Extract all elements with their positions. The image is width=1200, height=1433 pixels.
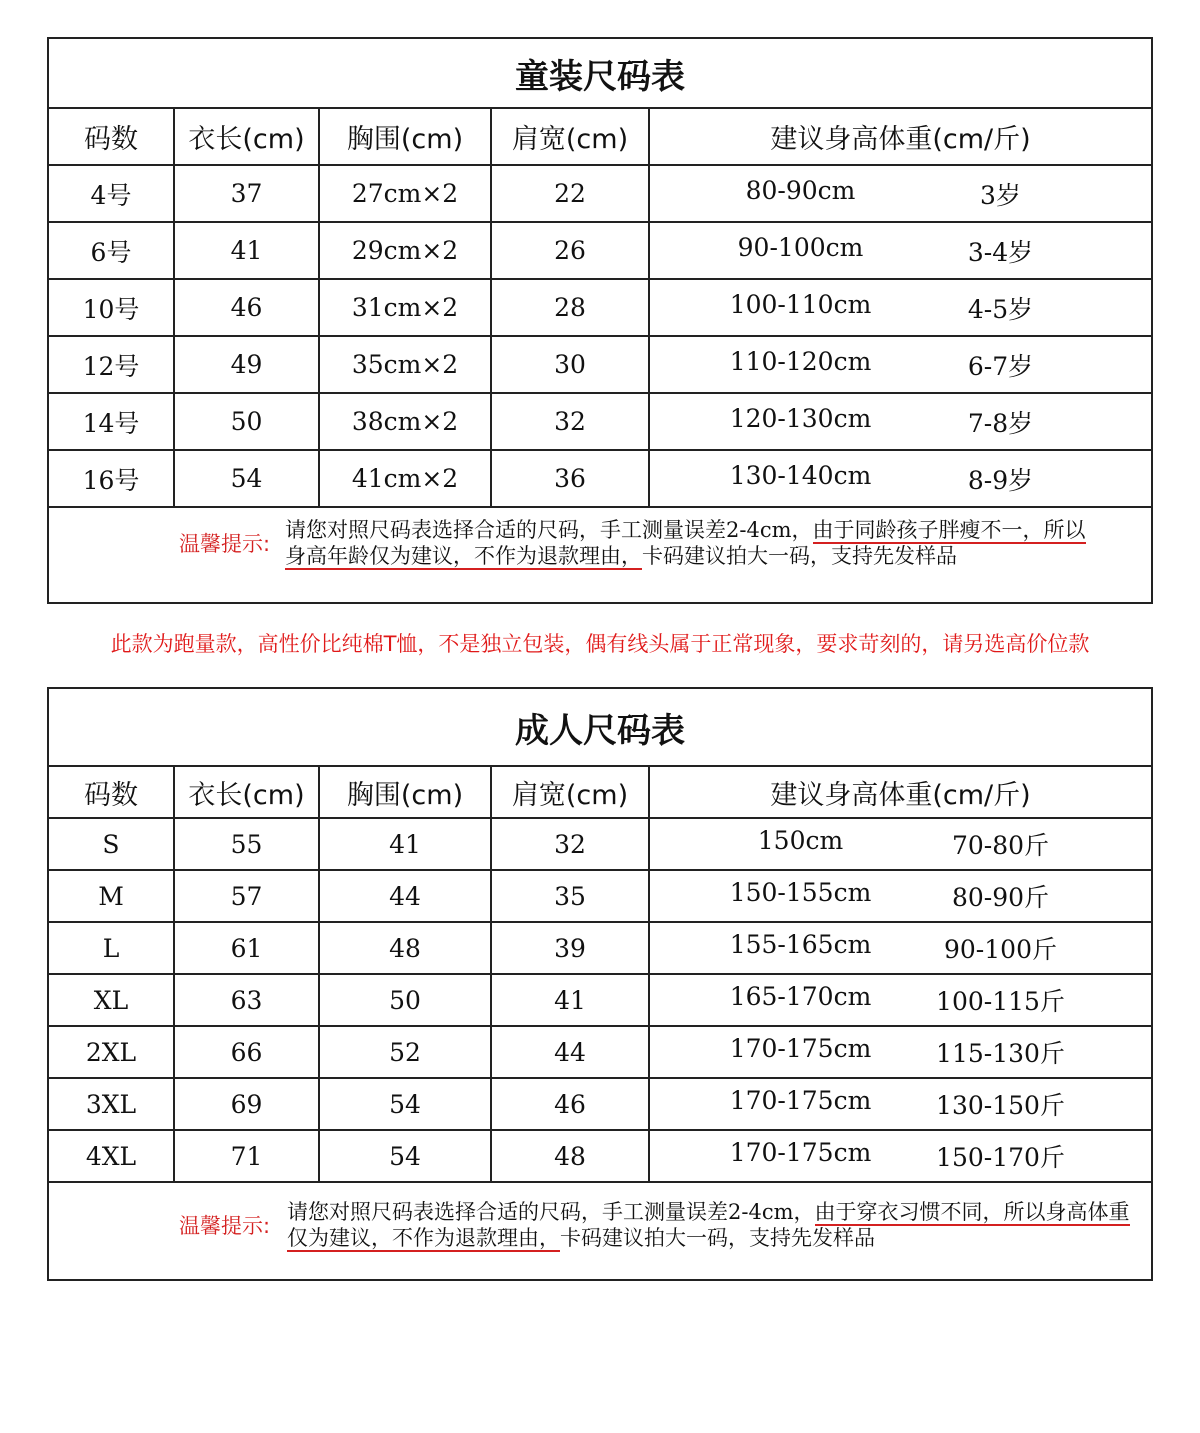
recommendation-cell [649,222,1151,279]
size-cell: M [49,870,174,922]
chest-cell: 41 [319,818,491,870]
table-row [49,222,1151,279]
recommendation-cell [649,1026,1151,1078]
table-row [49,922,1151,974]
tip-line-1: 请您对照尺码表选择合适的尺码，手工测量误差2-4cm，由于同龄孩子胖瘦不一，所以 [285,518,1086,542]
age-value: 3-4岁 [967,237,1034,267]
header-recommendation: 建议身高体重(cm/斤) [649,767,1151,818]
recommendation-cell [649,974,1151,1026]
size-cell: 12号 [49,336,174,393]
recommendation-cell [649,450,1151,507]
length-cell: 49 [174,336,319,393]
header-recommendation: 建议身高体重(cm/斤) [649,109,1151,165]
size-cell: 16号 [49,450,174,507]
kids-chart-title: 童装尺码表 [49,39,1151,109]
chest-cell: 31cm×2 [319,279,491,336]
weight-value: 150-170斤 [936,1143,1065,1172]
shoulder-cell: 26 [491,222,649,279]
header-shoulder: 肩宽(cm) [491,767,649,818]
chest-cell: 27cm×2 [319,165,491,222]
shoulder-cell: 28 [491,279,649,336]
kids-size-chart [47,37,1153,604]
size-cell: XL [49,974,174,1026]
weight-value: 130-150斤 [936,1091,1065,1120]
length-cell: 37 [174,165,319,222]
chest-cell: 38cm×2 [319,393,491,450]
table-row [49,165,1151,222]
size-cell: 3XL [49,1078,174,1130]
length-cell: 50 [174,393,319,450]
tip-label: 温馨提示: [179,532,271,556]
size-cell: 6号 [49,222,174,279]
recommendation-cell [649,922,1151,974]
table-row [49,1078,1151,1130]
adult-size-chart [47,687,1153,1281]
shoulder-cell: 48 [491,1130,649,1182]
recommendation-cell [649,1130,1151,1182]
shoulder-cell: 39 [491,922,649,974]
table-row [49,450,1151,507]
table-row [49,336,1151,393]
size-cell: 2XL [49,1026,174,1078]
tip-line-2: 身高年龄仅为建议，不作为退款理由，卡码建议拍大一码，支持先发样品 [285,544,957,568]
chest-cell: 29cm×2 [319,222,491,279]
height-value: 120-130cm [729,403,872,433]
chest-cell: 54 [319,1130,491,1182]
weight-value: 90-100斤 [944,935,1057,964]
size-cell: S [49,818,174,870]
age-value: 7-8岁 [967,408,1034,438]
height-value: 150-155cm [729,878,872,907]
height-value: 170-175cm [729,1034,872,1063]
shoulder-cell: 41 [491,974,649,1026]
age-value: 3岁 [980,180,1021,210]
recommendation-cell [649,870,1151,922]
header-size: 码数 [49,109,174,165]
shoulder-cell: 30 [491,336,649,393]
length-cell: 41 [174,222,319,279]
size-cell: 4XL [49,1130,174,1182]
length-cell: 61 [174,922,319,974]
length-cell: 46 [174,279,319,336]
height-value: 80-90cm [745,175,856,205]
table-row [49,974,1151,1026]
header-length: 衣长(cm) [174,109,319,165]
kids-size-table [49,109,1151,508]
chest-cell: 44 [319,870,491,922]
recommendation-cell [649,165,1151,222]
adult-chart-title: 成人尺码表 [49,689,1151,767]
height-value: 170-175cm [729,1138,872,1167]
header-chest: 胸围(cm) [319,767,491,818]
weight-value: 70-80斤 [951,831,1050,860]
age-value: 6-7岁 [967,351,1034,381]
weight-value: 115-130斤 [936,1039,1065,1068]
length-cell: 57 [174,870,319,922]
shoulder-cell: 22 [491,165,649,222]
weight-value: 100-115斤 [936,987,1065,1016]
length-cell: 66 [174,1026,319,1078]
table-row [49,1130,1151,1182]
header-chest: 胸围(cm) [319,109,491,165]
height-value: 170-175cm [729,1086,872,1115]
length-cell: 54 [174,450,319,507]
chest-cell: 41cm×2 [319,450,491,507]
recommendation-cell [649,279,1151,336]
height-value: 150cm [757,826,844,855]
height-value: 90-100cm [737,232,864,262]
recommendation-cell [649,818,1151,870]
height-value: 165-170cm [729,982,872,1011]
kids-header-row [49,109,1151,165]
chest-cell: 54 [319,1078,491,1130]
shoulder-cell: 46 [491,1078,649,1130]
table-row [49,393,1151,450]
size-cell: 4号 [49,165,174,222]
age-value: 4-5岁 [967,294,1034,324]
adult-header-row [49,767,1151,818]
header-shoulder: 肩宽(cm) [491,109,649,165]
shoulder-cell: 36 [491,450,649,507]
header-length: 衣长(cm) [174,767,319,818]
length-cell: 69 [174,1078,319,1130]
shoulder-cell: 32 [491,818,649,870]
chest-cell: 35cm×2 [319,336,491,393]
table-row [49,818,1151,870]
tip-line-2: 仅为建议，不作为退款理由，卡码建议拍大一码，支持先发样品 [287,1226,875,1250]
table-row [49,279,1151,336]
shoulder-cell: 44 [491,1026,649,1078]
chest-cell: 48 [319,922,491,974]
tip-label: 温馨提示: [179,1214,271,1238]
height-value: 110-120cm [729,346,872,376]
chest-cell: 50 [319,974,491,1026]
shoulder-cell: 35 [491,870,649,922]
size-cell: L [49,922,174,974]
size-cell: 10号 [49,279,174,336]
length-cell: 55 [174,818,319,870]
recommendation-cell [649,336,1151,393]
size-cell: 14号 [49,393,174,450]
tip-line-1: 请您对照尺码表选择合适的尺码，手工测量误差2-4cm，由于穿衣习惯不同，所以身高体重 [287,1200,1130,1224]
weight-value: 80-90斤 [951,883,1050,912]
table-row [49,870,1151,922]
recommendation-cell [649,1078,1151,1130]
table-row [49,1026,1151,1078]
age-value: 8-9岁 [967,465,1034,495]
length-cell: 63 [174,974,319,1026]
header-size: 码数 [49,767,174,818]
height-value: 155-165cm [729,930,872,959]
product-notice-banner: 此款为跑量款，高性价比纯棉T恤，不是独立包装，偶有线头属于正常现象，要求苛刻的，请另选高价位款 [110,632,1090,656]
adult-size-table [49,767,1151,1183]
recommendation-cell [649,393,1151,450]
height-value: 130-140cm [729,460,872,490]
height-value: 100-110cm [729,289,872,319]
shoulder-cell: 32 [491,393,649,450]
length-cell: 71 [174,1130,319,1182]
chest-cell: 52 [319,1026,491,1078]
